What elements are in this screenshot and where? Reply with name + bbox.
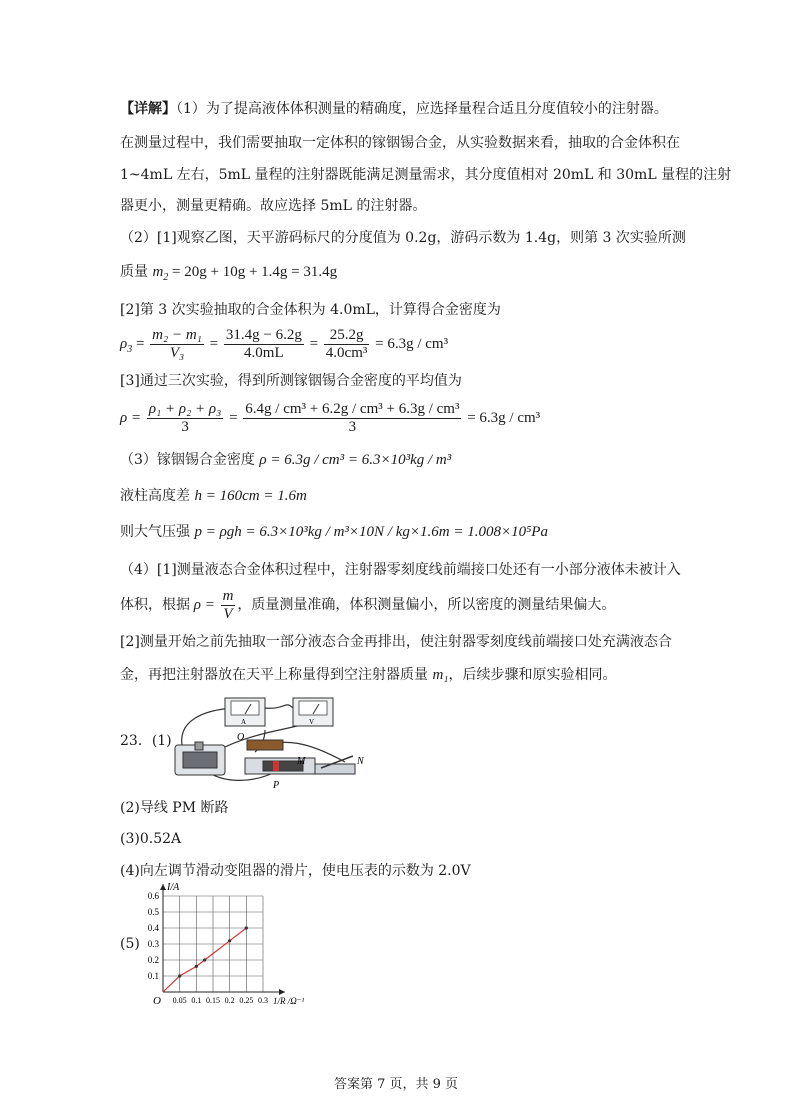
data-point xyxy=(195,965,198,968)
frac-average-values: $\frac{\text{6.4g / cm³ + 6.2g / cm³ + 6.3g / cm³}}{3}$ xyxy=(245,401,460,436)
x-tick-label: 0.15 xyxy=(206,996,220,1005)
y-tick-label: 0.6 xyxy=(147,891,159,901)
frac-values: $\frac{31.4g - 6.2g}{4.0mL}$ xyxy=(225,327,302,362)
q23-answer-3: (3)0.52A xyxy=(120,831,182,847)
data-point xyxy=(228,939,231,942)
voltmeter xyxy=(293,698,333,726)
detail-tag: 【详解】 xyxy=(120,101,176,117)
y-tick-label: 0.4 xyxy=(147,923,159,933)
i-vs-inverse-r-chart xyxy=(135,880,315,1015)
p1-line3: 1~4mL 左右，5mL 量程的注射器既能满足测量需求，其分度值相对 20mL 和 30mL 量程的注射 xyxy=(120,167,732,183)
x-tick-label: 0.1 xyxy=(191,996,202,1005)
frac-mv: $\frac{m}{V}$ xyxy=(222,587,234,622)
p2-line1: （2）[1]观察乙图，天平游码标尺的分度值为 0.2g，游码示数为 1.4g，则第 3 次实验所测 xyxy=(120,230,686,246)
q23-answer-5-label: (5) xyxy=(120,936,140,952)
q23-answer-2: (2)导线 PM 断路 xyxy=(120,800,229,816)
x-tick-label: 0.05 xyxy=(172,996,187,1005)
q23-label: 23．(1) xyxy=(120,733,172,749)
data-point xyxy=(178,974,181,977)
p2-line4: [3]通过三次实验，得到所测镓铟锡合金密度的平均值为 xyxy=(120,373,462,389)
x-axis-arrow xyxy=(279,989,285,995)
mass-expr: = 20g + 10g + 1.4g = 31.4g xyxy=(168,264,338,280)
data-point xyxy=(245,926,248,929)
density-equation-1: $\rho_3$ = $\frac{\text{m₂ − m₁}}{\text{V₃}}$ = $\frac{31.4g - 6.2g}{4.0mL}$ = $\frac{25.2g}{\text{4.0cm³}}$ = 6.3g / cm³ xyxy=(120,327,449,362)
p1-line1: 【详解】（1）为了提高液体体积测量的精确度，应选择量程合适且分度值较小的注射器。 xyxy=(120,101,668,117)
p3-line2: 液柱高度差 h = 160cm = 1.6m xyxy=(120,488,307,504)
rho3: $\rho_3$ xyxy=(120,336,133,355)
y-tick-label: 0.1 xyxy=(147,971,159,981)
q23-answer-4: (4)向左调节滑动变阻器的滑片，使电压表的示数为 2.0V xyxy=(120,863,471,879)
frac-formula: $\frac{\text{m₂ − m₁}}{\text{V₃}}$ xyxy=(152,327,202,362)
density-equation-2: ρ = $\frac{\text{ρ₁ + ρ₂ + ρ₃}}{3}$ = $\frac{\text{6.4g / cm³ + 6.2g / cm³ + 6.3g / cm³}}{3}$ = 6.3g / cm³ xyxy=(120,401,541,436)
y-axis-arrow xyxy=(160,884,166,890)
svg-text:A: A xyxy=(241,718,247,726)
svg-text:P: P xyxy=(273,780,280,791)
p3-line3: 则大气压强 p = ρgh = 6.3×10³kg / m³×10N / kg×1.6m = 1.008×10⁵Pa xyxy=(120,524,548,540)
frac-simplified: $\frac{25.2g}{\text{4.0cm³}}$ xyxy=(325,327,368,362)
origin-label: O xyxy=(153,995,161,1007)
p3-line1: （3）镓铟锡合金密度 ρ = 6.3g / cm³ = 6.3×10³kg / m³ xyxy=(120,452,452,468)
ammeter xyxy=(225,698,265,726)
p4-line2: 体积，根据 ρ = $\frac{m}{V}$ ，质量测量准确，体积测量偏小，所以密度的测量结果偏大。 xyxy=(120,587,616,622)
x-tick-label: 0.25 xyxy=(239,996,254,1005)
p4-line1: （4）[1]测量液态合金体积过程中，注射器零刻度线前端接口处还有一小部分液体未被计入 xyxy=(120,562,681,578)
y-axis-label: I/A xyxy=(167,882,180,893)
page-footer: 答案第 7 页，共 9 页 xyxy=(333,1077,459,1092)
p2-line2: 质量 $m_2 = 20g + 10g + 1.4g = 31.4g$ xyxy=(120,264,338,283)
svg-text:M: M xyxy=(297,756,306,767)
p2-line3: [2]第 3 次实验抽取的合金体积为 4.0mL，计算得合金密度为 xyxy=(120,302,501,318)
frac-average: $\frac{\text{ρ₁ + ρ₂ + ρ₃}}{3}$ xyxy=(148,401,222,436)
y-tick-label: 0.3 xyxy=(147,939,159,949)
x-tick-label: 0.3 xyxy=(258,996,268,1005)
svg-text:O: O xyxy=(237,732,245,743)
p4-line4: 金，再把注射器放在天平上称量得到空注射器质量 m₁，后续步骤和原实验相同。 xyxy=(120,667,617,683)
circuit-diagram xyxy=(165,690,375,795)
y-tick-label: 0.2 xyxy=(147,955,159,965)
x-tick-label: 0.2 xyxy=(224,996,235,1005)
p1-line2: 在测量过程中，我们需要抽取一定体积的镓铟锡合金，从实验数据来看，抽取的合金体积在 xyxy=(120,135,680,151)
x-axis-label: 1/R /Ω⁻¹ xyxy=(273,996,305,1006)
y-tick-label: 0.5 xyxy=(147,907,159,917)
data-point xyxy=(203,958,206,961)
svg-text:N: N xyxy=(357,756,364,767)
p4-line3: [2]测量开始之前先抽取一部分液态合金再排出，使注射器零刻度线前端接口处充满液态合 xyxy=(120,634,672,650)
svg-text:V: V xyxy=(309,718,315,726)
p1-line4: 器更小，测量更精确。故应选择 5mL 的注射器。 xyxy=(120,198,427,214)
rheostat xyxy=(175,742,225,775)
mass-var: $m_2$ xyxy=(152,264,169,283)
